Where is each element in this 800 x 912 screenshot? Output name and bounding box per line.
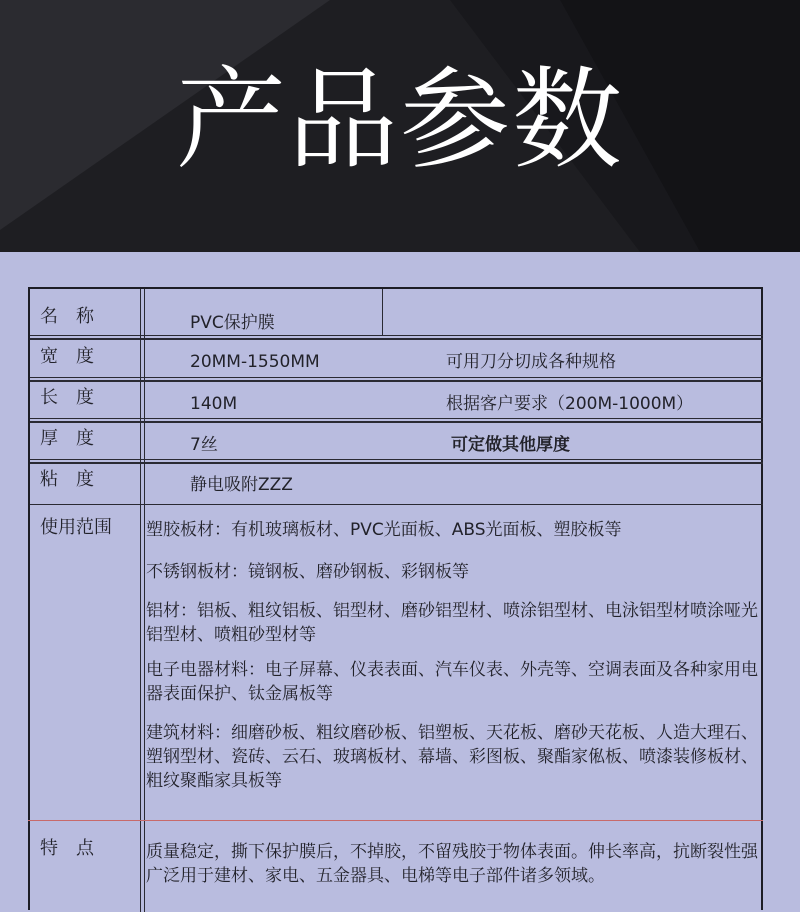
note-thickness: 可定做其他厚度 bbox=[451, 435, 570, 455]
value-thickness: 7丝 bbox=[190, 435, 218, 455]
label-length: 长 度 bbox=[40, 387, 94, 408]
usage-item: 不锈钢板材：镜钢板、磨砂钢板、彩钢板等 bbox=[146, 562, 469, 582]
feature-text: 质量稳定，撕下保护膜后，不掉胶，不留残胶于物体表面。伸长率高，抗断裂性强广泛用于建材、家电、五金器具、电梯等电子部件诸多领域。 bbox=[146, 842, 758, 886]
usage-item: 电子电器材料：电子屏幕、仪表表面、汽车仪表、外壳等、空调表面及各种家用电器表面保护、钛金属板等 bbox=[146, 660, 758, 704]
label-viscosity: 粘 度 bbox=[40, 469, 94, 490]
label-thickness: 厚 度 bbox=[40, 428, 94, 449]
section-divider bbox=[28, 820, 763, 821]
page-title: 产品参数 bbox=[176, 56, 624, 184]
label-name: 名 称 bbox=[40, 306, 94, 327]
column-divider bbox=[382, 289, 383, 336]
value-viscosity: 静电吸附ZZZ bbox=[190, 475, 293, 495]
column-divider bbox=[140, 289, 141, 912]
label-usage: 使用范围 bbox=[40, 517, 112, 538]
value-width: 20MM-1550MM bbox=[190, 352, 320, 372]
header-banner bbox=[0, 0, 800, 252]
value-name: PVC保护膜 bbox=[190, 313, 275, 333]
usage-item: 塑胶板材：有机玻璃板材、PVC光面板、ABS光面板、塑胶板等 bbox=[146, 520, 622, 540]
value-length: 140M bbox=[190, 394, 238, 414]
usage-item: 建筑材料：细磨砂板、粗纹磨砂板、铝塑板、天花板、磨砂天花板、人造大理石、塑钢型材、瓷砖、云石、玻璃板材、幕墙、彩图板、聚酯家俬板、喷漆装修板材、粗纹聚酯家具板等 bbox=[146, 723, 758, 791]
note-length: 根据客户要求（200M-1000M） bbox=[446, 394, 694, 414]
usage-item: 铝材：铝板、粗纹铝板、铝型材、磨砂铝型材、喷涂铝型材、电泳铝型材喷涂哑光铝型材、喷粗砂型材等 bbox=[146, 601, 758, 645]
label-feature: 特 点 bbox=[40, 838, 94, 859]
label-width: 宽 度 bbox=[40, 346, 94, 367]
column-divider bbox=[144, 289, 145, 912]
note-width: 可用刀分切成各种规格 bbox=[446, 352, 616, 372]
